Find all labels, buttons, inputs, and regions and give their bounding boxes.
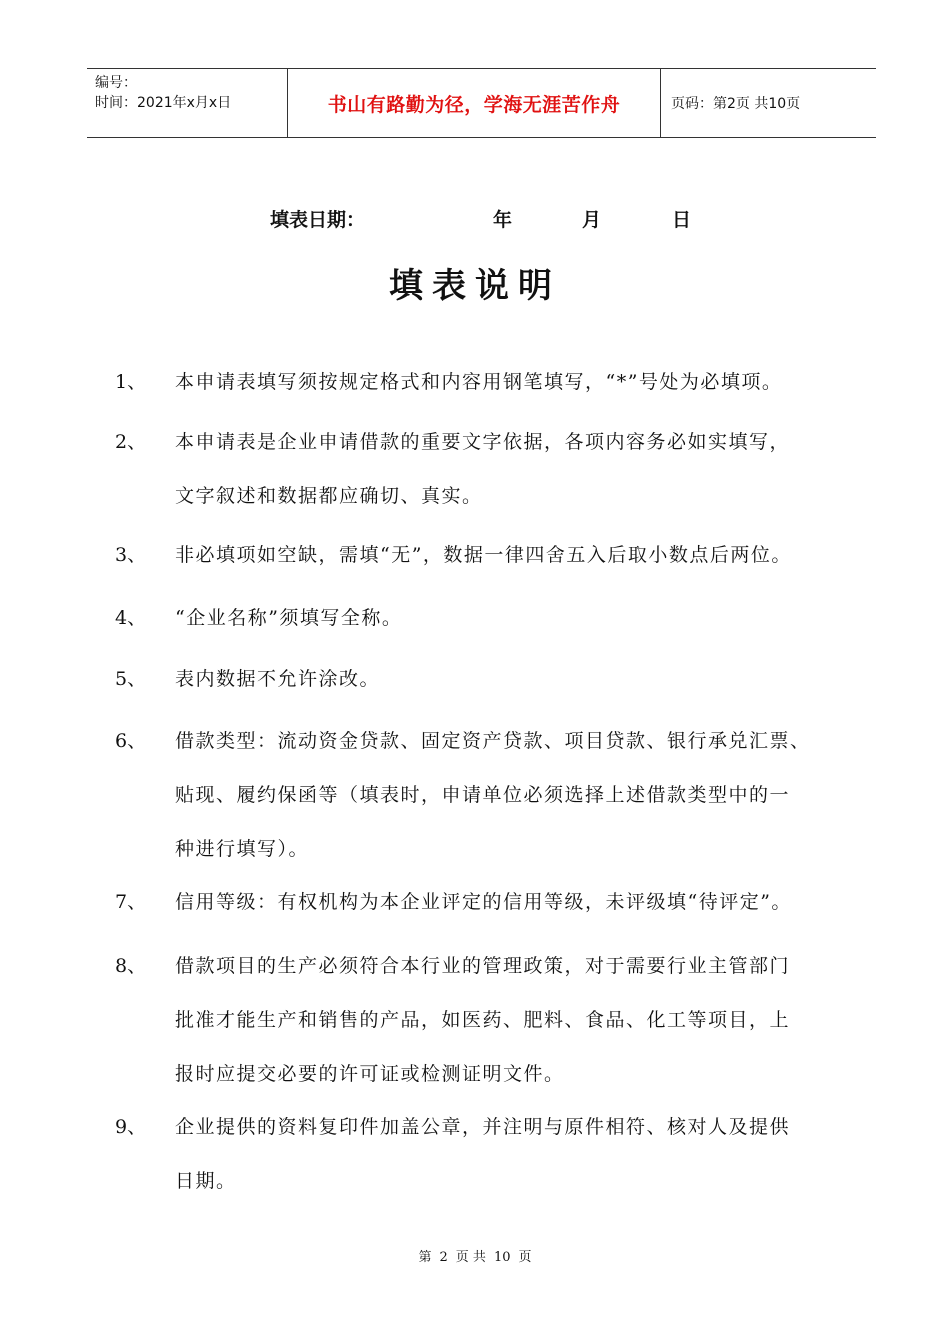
item-number: 4、	[115, 607, 147, 629]
item-text	[175, 415, 865, 523]
item-text	[175, 875, 865, 929]
header-left-cell	[87, 69, 287, 137]
item-line: 借款项目的生产必须符合本行业的管理政策，对于需要行业主管部门	[175, 955, 791, 977]
footer-total-pages: 10	[493, 1250, 511, 1265]
page-title: 填表说明	[389, 266, 561, 306]
item-line: 借款类型：流动资金贷款、固定资产贷款、项目贷款、银行承兑汇票、	[175, 730, 811, 752]
item-text	[175, 939, 865, 1101]
item-line: 本申请表填写须按规定格式和内容用钢笔填写，“*”号处为必填项。	[175, 371, 783, 393]
item-line: 本申请表是企业申请借款的重要文字依据，各项内容务必如实填写，	[175, 431, 791, 453]
header-motto-cell	[287, 69, 661, 137]
item-text	[175, 355, 865, 409]
item-line: “企业名称”须填写全称。	[175, 607, 403, 629]
item-number: 3、	[115, 544, 147, 566]
footer-mid: 页 共	[455, 1250, 486, 1265]
page-footer	[0, 1246, 950, 1265]
item-text	[175, 528, 865, 582]
fill-date-year: 年	[493, 209, 513, 231]
item-line: 信用等级：有权机构为本企业评定的信用等级，未评级填“待评定”。	[175, 891, 792, 913]
page-header	[87, 68, 876, 138]
fill-date-day: 日	[672, 209, 692, 231]
item-number: 5、	[115, 668, 147, 690]
item-text	[175, 714, 865, 876]
item-number: 6、	[115, 730, 147, 752]
footer-page-number: 2	[439, 1250, 448, 1265]
fill-date-line	[0, 205, 950, 235]
header-page-cell	[661, 69, 876, 137]
item-number: 9、	[115, 1116, 147, 1138]
item-number: 2、	[115, 431, 147, 453]
item-number: 1、	[115, 371, 147, 393]
item-line: 非必填项如空缺，需填“无”，数据一律四舍五入后取小数点后两位。	[175, 544, 792, 566]
item-line: 企业提供的资料复印件加盖公章，并注明与原件相符、核对人及提供	[175, 1116, 791, 1138]
item-line: 报时应提交必要的许可证或检测证明文件。	[175, 1063, 565, 1085]
item-line: 批准才能生产和销售的产品，如医药、肥料、食品、化工等项目，上	[175, 1009, 791, 1031]
item-text	[175, 591, 865, 645]
footer-prefix: 第	[418, 1250, 432, 1265]
item-line: 日期。	[175, 1170, 237, 1192]
footer-suffix: 页	[518, 1250, 532, 1265]
item-text	[175, 1100, 865, 1208]
item-line: 文字叙述和数据都应确切、真实。	[175, 485, 483, 507]
motto-text: 书山有路勤为径，学海无涯苦作舟	[327, 93, 621, 116]
item-number: 8、	[115, 955, 147, 977]
fill-date-label: 填表日期：	[270, 209, 366, 231]
item-line: 贴现、履约保函等（填表时，申请单位必须选择上述借款类型中的一	[175, 784, 791, 806]
item-number: 7、	[115, 891, 147, 913]
item-line: 种进行填写）。	[175, 838, 310, 860]
item-line: 表内数据不允许涂改。	[175, 668, 381, 690]
page-info: 页码：第2页 共10页	[671, 96, 801, 112]
item-text	[175, 652, 865, 706]
time-label: 时间：2021年x月x日	[95, 95, 232, 111]
number-label: 编号：	[95, 75, 137, 91]
fill-date-month: 月	[582, 209, 602, 231]
